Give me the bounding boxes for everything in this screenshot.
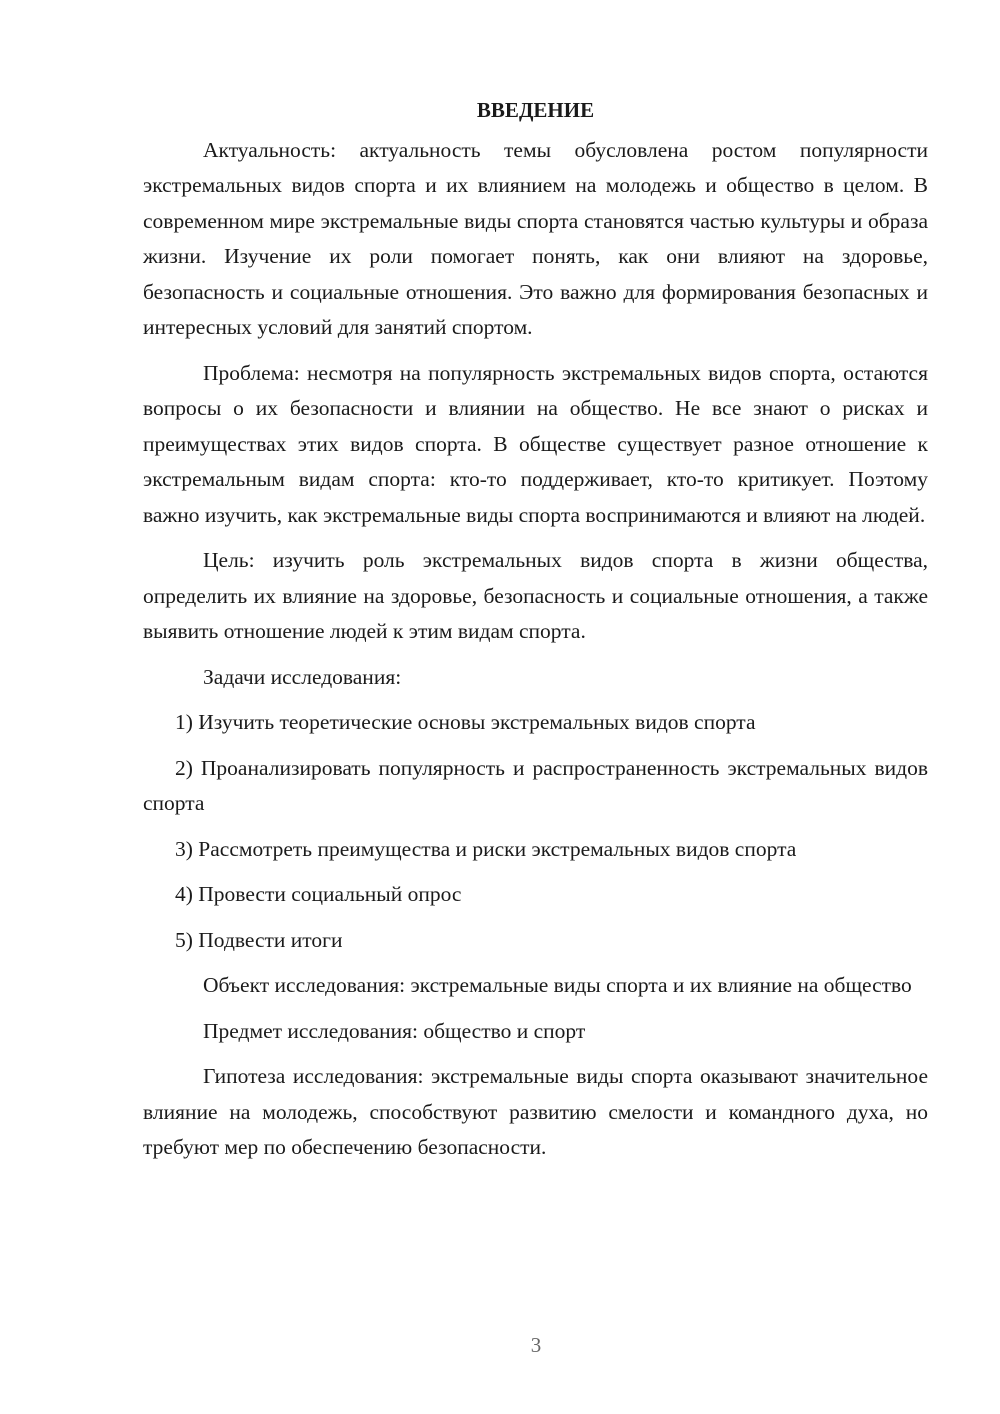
task-item-2: 2) Проанализировать популярность и распространенность экстремальных видов спорта	[143, 755, 928, 815]
paragraph-goal: Цель: изучить роль экстремальных видов спорта в жизни общества, определить их влияние на здоровье, безопасность и социальные отношения, а также выявить отношение людей к этим видам спорта.	[143, 548, 928, 643]
task-item-1: 1) Изучить теоретические основы экстремальных видов спорта	[175, 710, 756, 734]
task-item-5: 5) Подвести итоги	[175, 927, 343, 952]
task-item-3: 3) Рассмотреть преимущества и риски экстремальных видов спорта	[175, 836, 797, 861]
paragraph-subject: Предмет исследования: общество и спорт	[203, 1018, 586, 1043]
paragraph-object: Объект исследования: экстремальные виды спорта и их влияние на общество	[203, 973, 912, 997]
paragraph-tasks-intro: Задачи исследования:	[203, 664, 402, 689]
paragraph-hypothesis: Гипотеза исследования: экстремальные виды спорта оказывают значительное влияние на молодежь, способствуют развитию смелости и командного духа, но требуют мер по обеспечению безопасности.	[143, 1064, 928, 1159]
task-item-4: 4) Провести социальный опрос	[175, 882, 462, 906]
paragraph-problem: Проблема: несмотря на популярность экстремальных видов спорта, остаются вопросы о их безопасности и влиянии на общество. Не все знают о рисках и преимуществах этих видов спорта. В обществе существует разное отношение к экстремальным видам спорта: кто-то поддерживает, кто-то критикует. Поэтому важно изучить, как экстремальные виды спорта воспринимаются и влияют на людей.	[143, 360, 928, 527]
paragraph-relevance: Актуальность: актуальность темы обусловлена ростом популярности экстремальных видов спорта и их влиянием на молодежь и общество в целом. В современном мире экстремальные виды спорта становятся частью культуры и образа жизни. Изучение их роли помогает понять, как они влияют на здоровье, безопасность и социальные отношения. Это важно для формирования безопасных и интересных условий для занятий спортом.	[143, 137, 928, 339]
page-content	[143, 93, 928, 1176]
section-heading: ВВЕДЕНИЕ	[476, 98, 595, 122]
page-number: 3	[530, 1333, 542, 1357]
